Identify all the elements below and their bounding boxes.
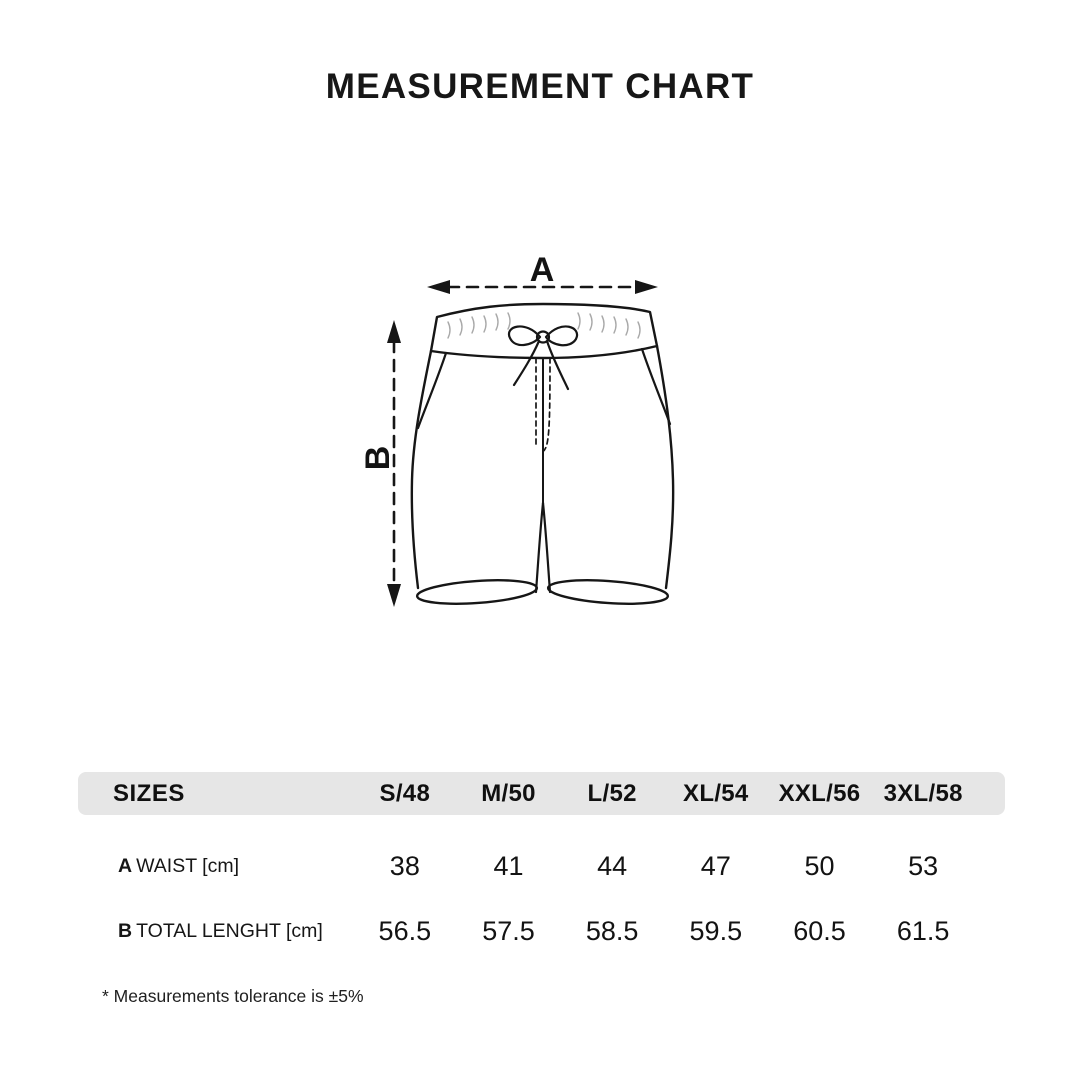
waist-value: 47 [700, 850, 731, 881]
length-value: 61.5 [896, 915, 950, 946]
width-label: A [529, 251, 555, 289]
length-value: 57.5 [482, 915, 535, 946]
length-value: 59.5 [689, 915, 743, 946]
waistband-gathers [448, 313, 640, 338]
waist-value: 53 [908, 850, 939, 881]
page-title: MEASUREMENT CHART [325, 67, 755, 106]
waist-value: 41 [493, 850, 524, 881]
row-key: B [118, 919, 133, 942]
waist-value: 38 [389, 850, 420, 881]
length-value: 56.5 [378, 915, 432, 946]
shorts-diagram [340, 230, 760, 640]
table-header-l52: L/52 [587, 779, 637, 807]
table-header-sizes: SIZES [113, 779, 185, 807]
waist-value: 44 [597, 850, 628, 881]
length-value: 58.5 [585, 915, 639, 946]
table-row-waist [78, 845, 1005, 887]
table-header-m50: M/50 [481, 779, 536, 807]
length-value: 60.5 [793, 915, 846, 946]
row-name: WAIST [cm] [136, 854, 240, 877]
table-header-xxl56: XXL/56 [778, 779, 861, 807]
row-name: TOTAL LENGHT [cm] [136, 919, 323, 942]
table-row-total-length [78, 910, 1005, 952]
table-header-xl54: XL/54 [683, 779, 749, 807]
row-key: A [118, 854, 133, 877]
table-header-row [78, 772, 1005, 815]
shorts-outline [412, 304, 673, 607]
length-label: B [359, 445, 397, 471]
row-label-waist [78, 855, 353, 878]
table-header-s48: S/48 [379, 779, 431, 807]
row-label-total-length [78, 920, 353, 943]
table-header-3xl58: 3XL/58 [883, 779, 963, 807]
tolerance-footnote: * Measurements tolerance is ±5% [102, 986, 364, 1006]
waist-value: 50 [804, 850, 835, 881]
